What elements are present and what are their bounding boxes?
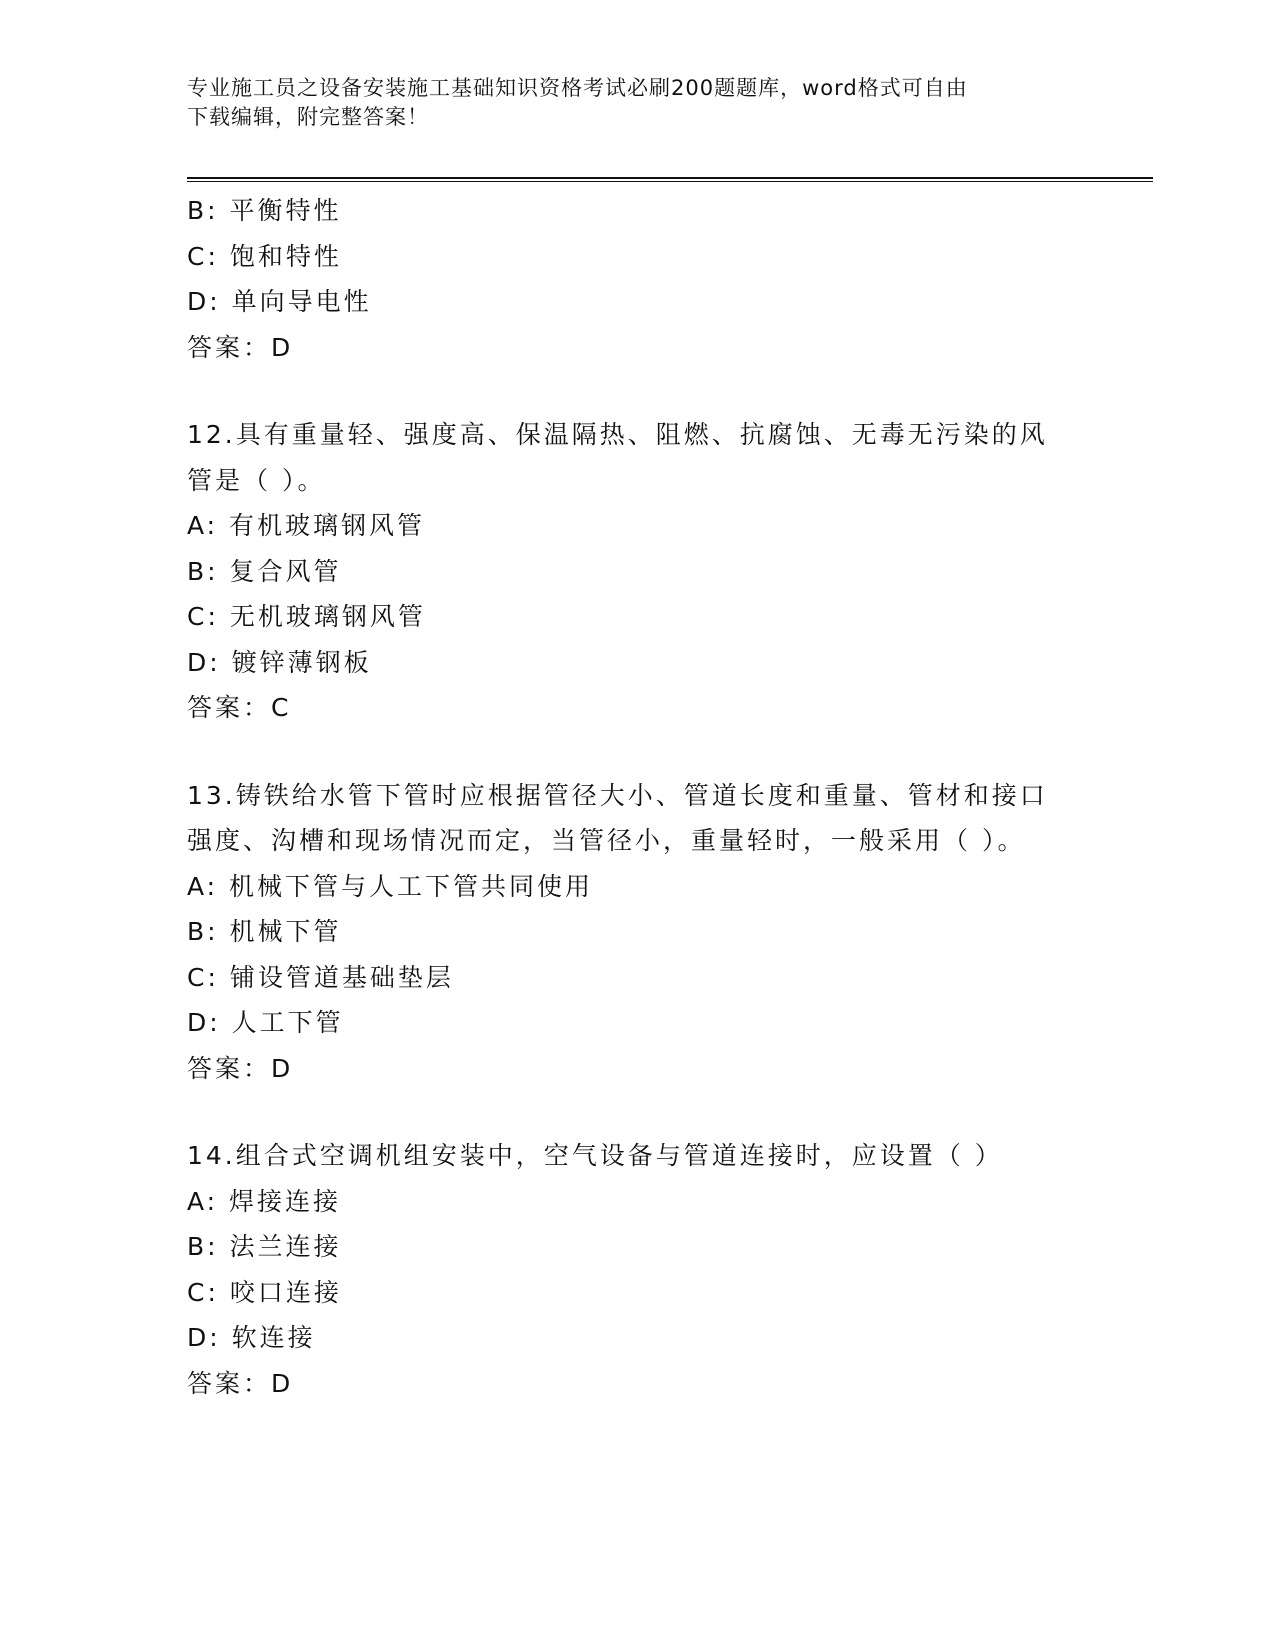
- option-d: D: 单向导电性: [187, 287, 372, 316]
- option-a: A: 机械下管与人工下管共同使用: [187, 871, 594, 901]
- option-b: B: 平衡特性: [187, 196, 342, 225]
- document-header: [187, 74, 1067, 132]
- option-b: B: 复合风管: [187, 556, 342, 586]
- question-block-12: [187, 412, 1137, 731]
- option-c: C: 咬口连接: [187, 1277, 342, 1307]
- question-block-13: [187, 773, 1137, 1092]
- option-c: C: 饱和特性: [187, 241, 342, 271]
- header-line-1: 专业施工员之设备安装施工基础知识资格考试必刷200题题库，word格式可自由: [187, 76, 968, 100]
- option-b: B: 机械下管: [187, 917, 342, 946]
- question-text-line-1: 14.组合式空调机组安装中，空气设备与管道连接时，应设置（ ）: [187, 1141, 1003, 1170]
- option-c: C: 无机玻璃钢风管: [187, 602, 426, 631]
- question-list: [187, 188, 1137, 1406]
- option-a: A: 有机玻璃钢风管: [187, 511, 426, 540]
- option-d: D: 镀锌薄钢板: [187, 647, 372, 677]
- question-text-line-1: 13.铸铁给水管下管时应根据管径大小、管道长度和重量、管材和接口: [187, 780, 1048, 810]
- answer-line: 答案：D: [187, 1368, 294, 1398]
- option-b: B: 法兰连接: [187, 1232, 342, 1261]
- question-text-line-1: 12.具有重量轻、强度高、保温隔热、阻燃、抗腐蚀、无毒无污染的风: [187, 420, 1048, 449]
- header-divider-thin: [187, 181, 1153, 182]
- header-line-2: 下载编辑，附完整答案！: [187, 105, 429, 129]
- option-d: D: 人工下管: [187, 1008, 344, 1037]
- answer-line: 答案：D: [187, 332, 294, 362]
- option-a: A: 焊接连接: [187, 1186, 342, 1216]
- option-c: C: 铺设管道基础垫层: [187, 962, 454, 992]
- question-text-line-2: 管是（ ）。: [187, 465, 326, 495]
- answer-line: 答案：C: [187, 693, 292, 722]
- header-divider-thick: [187, 177, 1153, 179]
- question-block-11: [187, 188, 1137, 370]
- option-d: D: 软连接: [187, 1323, 316, 1352]
- answer-line: 答案：D: [187, 1053, 294, 1083]
- question-text-line-2: 强度、沟槽和现场情况而定，当管径小，重量轻时，一般采用（ ）。: [187, 826, 1026, 855]
- question-block-14: [187, 1133, 1137, 1406]
